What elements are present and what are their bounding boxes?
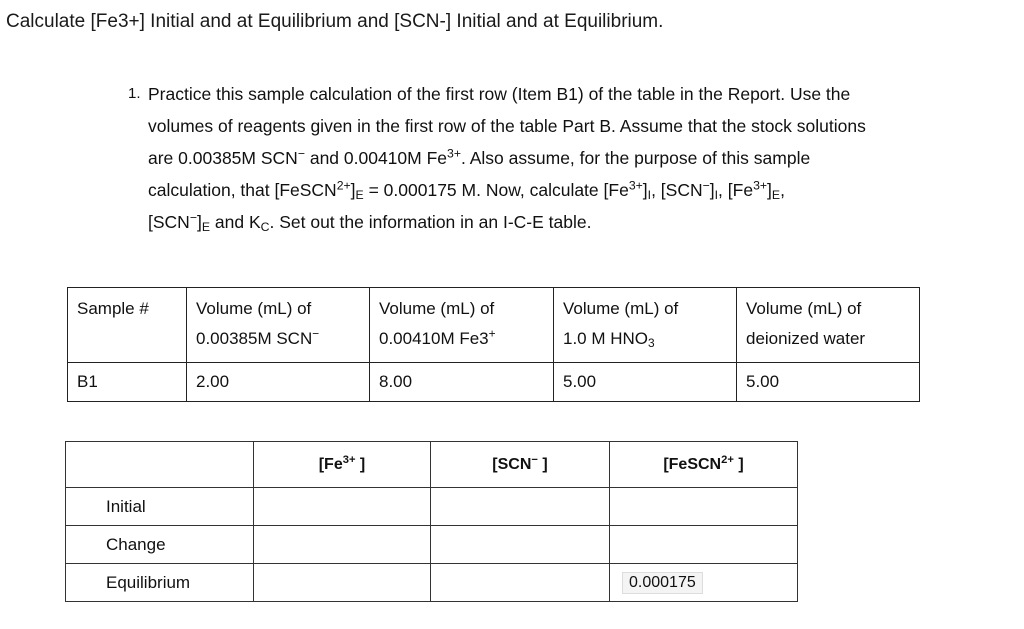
header-label: Volume (mL) of	[563, 299, 679, 318]
superscript: −	[702, 178, 710, 193]
table-cell: 5.00	[554, 363, 737, 402]
part-b-table	[67, 287, 920, 402]
question-line	[148, 174, 1008, 206]
question-text-segment: , [SCN	[651, 180, 703, 200]
question-text	[148, 78, 1008, 238]
ice-row-label: Change	[66, 526, 254, 564]
question-text-segment: and K	[210, 212, 261, 232]
table-cell: 8.00	[370, 363, 554, 402]
question-text-segment: are 0.00385M SCN	[148, 148, 298, 168]
subscript: C	[260, 220, 270, 235]
superscript: 2+	[336, 178, 351, 193]
question-text-segment: , [Fe	[718, 180, 754, 200]
subscript: I	[647, 188, 652, 203]
question-text-segment: . Set out the information in an I-C-E table.	[269, 212, 592, 232]
header-cell-scn-volume	[187, 288, 370, 363]
question-text-segment: ,	[780, 180, 785, 200]
ice-header-fe	[254, 442, 431, 488]
header-label: Volume (mL) of	[379, 299, 495, 318]
question-block	[128, 78, 1008, 238]
ice-input-cell[interactable]	[431, 564, 610, 602]
ice-row-label: Equilibrium	[66, 564, 254, 602]
ice-input-cell[interactable]	[610, 488, 798, 526]
page-title: Calculate [Fe3+] Initial and at Equilibrium and [SCN-] Initial and at Equilibrium.	[6, 11, 664, 32]
question-number: 1.	[128, 85, 141, 102]
header-label: Volume (mL) of	[196, 299, 312, 318]
superscript: 3+	[628, 178, 643, 193]
ice-row-equilibrium	[66, 564, 798, 602]
superscript: −	[297, 146, 305, 161]
question-line	[148, 110, 1008, 142]
question-text-segment: volumes of reagents given in the first row of the table Part B. Assume that the stock solutions	[148, 116, 866, 136]
subscript: E	[355, 188, 364, 203]
ice-input-cell[interactable]	[254, 488, 431, 526]
header-sublabel-text: 0.00410M Fe3	[379, 329, 489, 348]
question-line	[148, 78, 1008, 110]
question-text-segment: ]	[350, 180, 356, 200]
superscript: −	[531, 453, 538, 466]
ice-header-text: ]	[733, 455, 744, 473]
header-label: Sample #	[77, 299, 149, 318]
ice-input-cell[interactable]	[431, 488, 610, 526]
subscript: E	[771, 188, 781, 203]
header-sublabel-text: 0.00385M SCN	[196, 329, 313, 348]
question-text-segment: ]	[196, 212, 202, 232]
question-text-segment: [SCN	[148, 212, 190, 232]
question-text-segment: ]	[767, 180, 772, 200]
question-text-segment: . Also assume, for the purpose of this sample	[460, 148, 811, 168]
question-line	[148, 142, 1008, 174]
ice-row-label: Initial	[66, 488, 254, 526]
ice-input-cell[interactable]	[254, 564, 431, 602]
ice-input-cell[interactable]	[431, 526, 610, 564]
header-cell-hno3-volume	[554, 288, 737, 363]
table-row	[68, 363, 920, 402]
question-text-segment: ]	[709, 180, 715, 200]
ice-header-text: ]	[355, 455, 366, 473]
table-cell: 2.00	[187, 363, 370, 402]
superscript: −	[189, 210, 197, 225]
ice-header-text: ]	[537, 455, 548, 473]
header-sublabel	[563, 324, 727, 354]
subscript: E	[201, 220, 211, 235]
header-sublabel: deionized water	[746, 329, 866, 348]
fescn-equilibrium-value: 0.000175	[622, 572, 703, 594]
ice-header-text: [Fe	[318, 455, 343, 473]
table-header-row	[68, 288, 920, 363]
question-text-segment: and 0.00410M Fe	[304, 148, 448, 168]
table-cell: B1	[68, 363, 187, 402]
subscript: I	[714, 188, 719, 203]
ice-value-cell[interactable]	[610, 564, 798, 602]
ice-header-text: [SCN	[492, 455, 532, 473]
subscript: 3	[648, 335, 655, 350]
ice-input-cell[interactable]	[254, 526, 431, 564]
ice-header-empty	[66, 442, 254, 488]
ice-header-fescn	[610, 442, 798, 488]
header-sublabel	[379, 324, 544, 354]
header-label: Volume (mL) of	[746, 299, 862, 318]
superscript: 3+	[447, 146, 461, 161]
header-sublabel-text: 1.0 M HNO	[563, 329, 649, 348]
superscript: 2+	[721, 453, 734, 466]
ice-header-row	[66, 442, 798, 488]
question-line	[148, 206, 1008, 238]
header-cell-sample	[68, 288, 187, 363]
header-cell-fe-volume	[370, 288, 554, 363]
superscript: +	[488, 326, 496, 341]
ice-input-cell[interactable]	[610, 526, 798, 564]
header-cell-water-volume	[737, 288, 920, 363]
ice-header-scn	[431, 442, 610, 488]
superscript: 3+	[753, 178, 768, 193]
superscript: −	[312, 326, 320, 341]
superscript: 3+	[342, 453, 356, 466]
table-cell: 5.00	[737, 363, 920, 402]
ice-row-change	[66, 526, 798, 564]
ice-header-text: [FeSCN	[663, 455, 722, 473]
question-text-segment: = 0.000175 M. Now, calculate [Fe	[363, 180, 629, 200]
question-text-segment: Practice this sample calculation of the first row (Item B1) of the table in the Report. Use the	[148, 84, 851, 104]
ice-table	[65, 441, 798, 602]
header-sublabel	[196, 324, 360, 354]
question-text-segment: calculation, that [FeSCN	[148, 180, 337, 200]
ice-row-initial	[66, 488, 798, 526]
question-text-segment: ]	[642, 180, 648, 200]
